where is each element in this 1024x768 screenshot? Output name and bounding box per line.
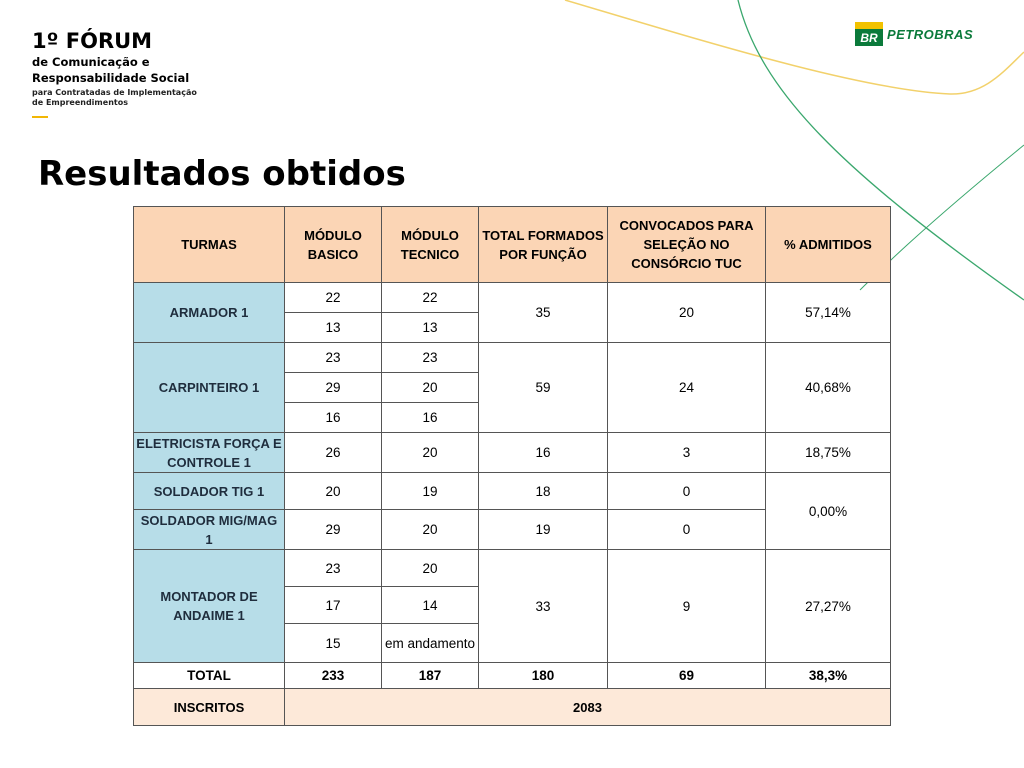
tecnico-cell: 20: [382, 510, 479, 550]
table-row: [134, 473, 891, 510]
convocados-cell: 0: [608, 473, 766, 510]
column-header-total-formados: TOTAL FORMADOS POR FUNÇÃO: [479, 207, 608, 283]
tecnico-cell: 20: [382, 433, 479, 473]
forum-title: 1º FÓRUM: [32, 29, 153, 53]
total-formados-cell: 16: [479, 433, 608, 473]
total-row: [134, 663, 891, 689]
column-header-turmas: TURMAS: [134, 207, 285, 283]
forum-accent-dash: [32, 116, 48, 118]
total-convocados: 69: [608, 663, 766, 689]
tecnico-cell: em andamento: [382, 624, 479, 663]
basico-cell: 20: [285, 473, 382, 510]
turma-cell: MONTADOR DE ANDAIME 1: [134, 550, 285, 663]
basico-cell: 15: [285, 624, 382, 663]
basico-cell: 29: [285, 510, 382, 550]
column-header-modulo-tecnico: MÓDULO TECNICO: [382, 207, 479, 283]
tecnico-cell: 23: [382, 343, 479, 373]
forum-small-line1: para Contratadas de Implementação: [32, 88, 197, 97]
basico-cell: 29: [285, 373, 382, 403]
br-logo-text: BR: [860, 31, 878, 45]
table-header-row: [134, 207, 891, 283]
basico-cell: 16: [285, 403, 382, 433]
tecnico-cell: 20: [382, 550, 479, 587]
brand-name: PETROBRAS: [887, 26, 974, 42]
tecnico-cell: 22: [382, 283, 479, 313]
table-row: [134, 550, 891, 587]
table-row: [134, 343, 891, 373]
convocados-cell: 9: [608, 550, 766, 663]
column-header-modulo-basico: MÓDULO BASICO: [285, 207, 382, 283]
column-header-convocados: CONVOCADOS PARA SELEÇÃO NO CONSÓRCIO TUC: [608, 207, 766, 283]
tecnico-cell: 13: [382, 313, 479, 343]
table-row: [134, 433, 891, 473]
basico-cell: 26: [285, 433, 382, 473]
tecnico-cell: 16: [382, 403, 479, 433]
turma-cell: CARPINTEIRO 1: [134, 343, 285, 433]
turma-cell: ELETRICISTA FORÇA E CONTROLE 1: [134, 433, 285, 473]
table-row: [134, 283, 891, 313]
total-formados-cell: 19: [479, 510, 608, 550]
results-table: [133, 206, 891, 726]
convocados-cell: 0: [608, 510, 766, 550]
total-formados-cell: 18: [479, 473, 608, 510]
petrobras-br-logo-icon: [855, 22, 883, 46]
convocados-cell: 3: [608, 433, 766, 473]
total-formados-cell: 33: [479, 550, 608, 663]
forum-subtitle-line2: Responsabilidade Social: [32, 71, 190, 85]
admitidos-cell: 57,14%: [766, 283, 891, 343]
total-tecnico: 187: [382, 663, 479, 689]
forum-logo: [32, 28, 197, 118]
total-formados: 180: [479, 663, 608, 689]
convocados-cell: 20: [608, 283, 766, 343]
forum-subtitle-line1: de Comunicação e: [32, 55, 150, 69]
admitidos-cell: 18,75%: [766, 433, 891, 473]
admitidos-cell: 27,27%: [766, 550, 891, 663]
column-header-admitidos: % ADMITIDOS: [766, 207, 891, 283]
basico-cell: 13: [285, 313, 382, 343]
basico-cell: 17: [285, 587, 382, 624]
basico-cell: 22: [285, 283, 382, 313]
tecnico-cell: 20: [382, 373, 479, 403]
inscritos-value: 2083: [285, 689, 891, 726]
tecnico-cell: 14: [382, 587, 479, 624]
total-formados-cell: 59: [479, 343, 608, 433]
turma-cell: SOLDADOR MIG/MAG 1: [134, 510, 285, 550]
total-basico: 233: [285, 663, 382, 689]
convocados-cell: 24: [608, 343, 766, 433]
total-label: TOTAL: [134, 663, 285, 689]
admitidos-cell: 40,68%: [766, 343, 891, 433]
inscritos-row: [134, 689, 891, 726]
total-formados-cell: 35: [479, 283, 608, 343]
turma-cell: ARMADOR 1: [134, 283, 285, 343]
petrobras-brand: [855, 22, 973, 46]
admitidos-cell: 0,00%: [766, 473, 891, 550]
forum-small-line2: de Empreendimentos: [32, 98, 128, 107]
tecnico-cell: 19: [382, 473, 479, 510]
basico-cell: 23: [285, 550, 382, 587]
inscritos-label: INSCRITOS: [134, 689, 285, 726]
turma-cell: SOLDADOR TIG 1: [134, 473, 285, 510]
total-admitidos: 38,3%: [766, 663, 891, 689]
basico-cell: 23: [285, 343, 382, 373]
page-title: Resultados obtidos: [38, 154, 406, 194]
